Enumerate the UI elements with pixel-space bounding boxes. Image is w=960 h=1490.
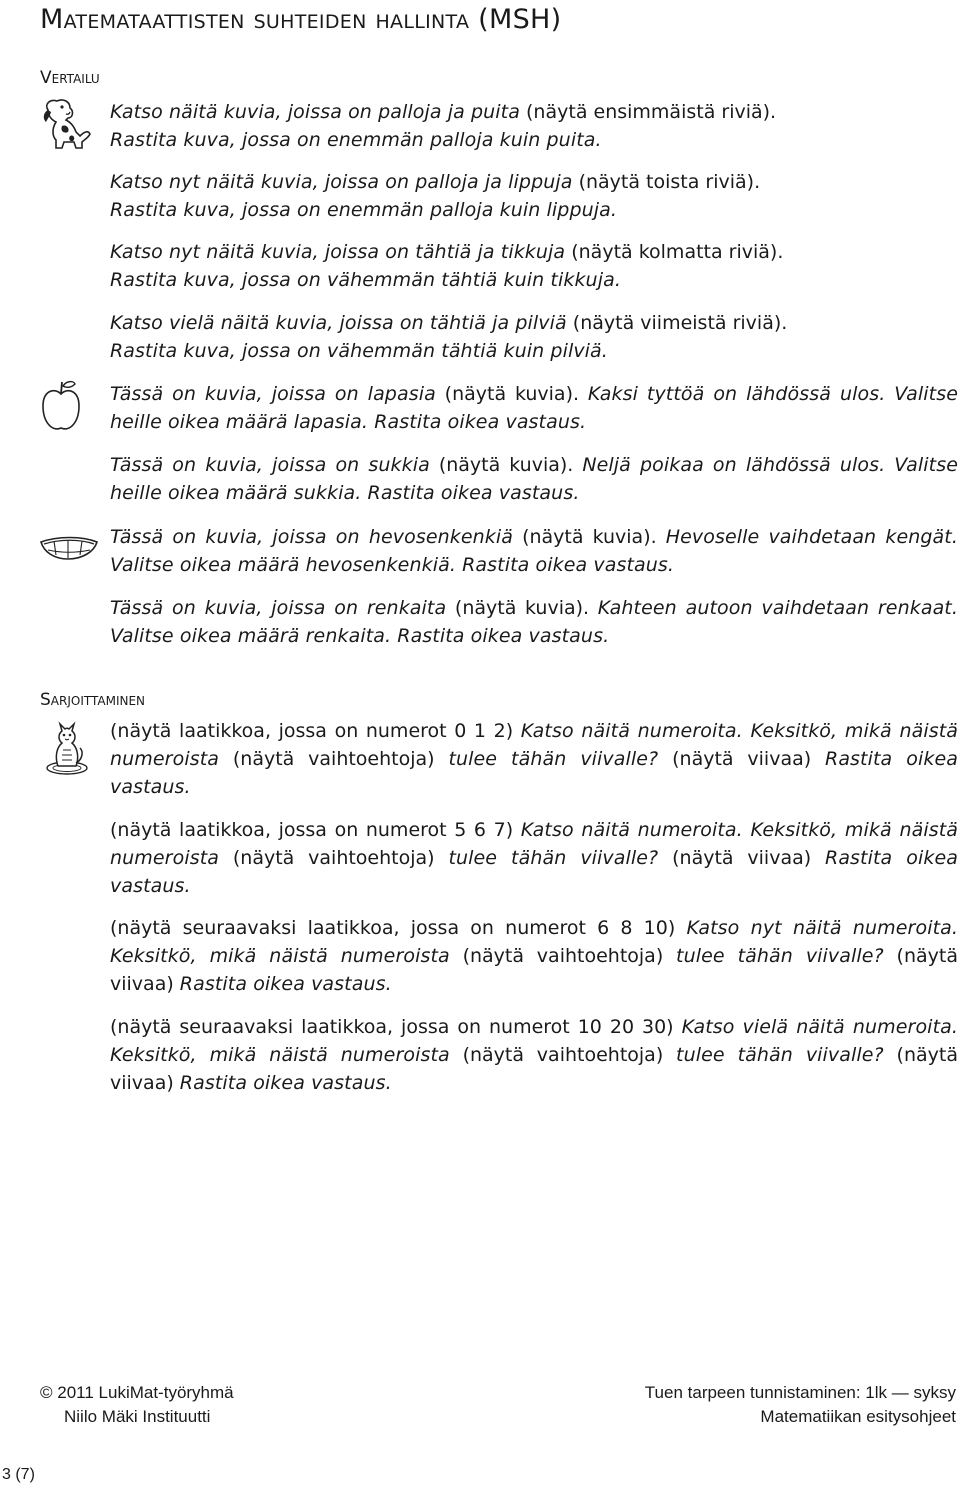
dog-icon: [40, 96, 98, 152]
section-heading-vertailu: Vertailu: [40, 68, 100, 88]
page-number: 3 (7): [2, 1466, 35, 1483]
vertailu-item-6: Tässä on kuvia, joissa on sukkia (näytä kuvia). Neljä poikaa on lähdössä ulos. Valitse heille oikea määrä sukkia. Rastita oikea vastaus.: [110, 454, 959, 504]
sarjoittaminen-item-1: (näytä laatikkoa, jossa on numerot 0 1 2) Katso näitä numeroita. Keksitkö, mikä näistä numeroista (näytä vaihtoehtoja) tulee tähän viivalle? (näytä viivaa) Rastita oikea vastaus.: [110, 720, 959, 798]
boat-icon: [38, 528, 100, 564]
vertailu-item-7: Tässä on kuvia, joissa on hevosenkenkiä (näytä kuvia). Hevoselle vaihdetaan kengät. Valitse oikea määrä hevosenkenkiä. Rastita oikea vastaus.: [110, 526, 958, 576]
vertailu-item-2: Katso nyt näitä kuvia, joissa on palloja ja lippuja (näytä toista riviä). Rastita kuva, jossa on enemmän palloja kuin lippuja.: [110, 171, 761, 221]
sarjoittaminen-item-2: (näytä laatikkoa, jossa on numerot 5 6 7) Katso näitä numeroita. Keksitkö, mikä näistä numeroista (näytä vaihtoehtoja) tulee tähän viivalle? (näytä viivaa) Rastita oikea vastaus.: [110, 819, 959, 897]
vertailu-item-8: Tässä on kuvia, joissa on renkaita (näytä kuvia). Kahteen autoon vaihdetaan renkaat. Valitse oikea määrä renkaita. Rastita oikea vastaus.: [110, 597, 959, 647]
footer-guide: Matematiikan esitysohjeet: [760, 1407, 956, 1426]
footer-series: Tuen tarpeen tunnistaminen: 1lk — syksy: [644, 1383, 956, 1402]
sarjoittaminen-item-4: (näytä seuraavaksi laatikkoa, jossa on numerot 10 20 30) Katso vielä näitä numeroita. Keksitkö, mikä näistä numeroista (näytä vaihtoehtoja) tulee tähän viivalle? (näytä viivaa) Rastita oikea vastaus.: [110, 1016, 958, 1094]
apple-icon: [40, 378, 82, 436]
section-heading-sarjoittaminen: Sarjoittaminen: [40, 690, 146, 710]
vertailu-item-4: Katso vielä näitä kuvia, joissa on tähtiä ja pilviä (näytä viimeistä riviä). Rastita kuva, jossa on vähemmän tähtiä kuin pilviä.: [110, 312, 788, 362]
sarjoittaminen-item-3: (näytä seuraavaksi laatikkoa, jossa on numerot 6 8 10) Katso nyt näitä numeroita. Keksitkö, mikä näistä numeroista (näytä vaihtoehtoja) tulee tähän viivalle? (näytä viivaa) Rastita oikea vastaus.: [110, 917, 958, 995]
footer-copyright: © 2011 LukiMat-työryhmä: [40, 1383, 234, 1402]
vertailu-item-5: Tässä on kuvia, joissa on lapasia (näytä kuvia). Kaksi tyttöä on lähdössä ulos. Valitse heille oikea määrä lapasia. Rastita oikea vastaus.: [110, 383, 958, 433]
vertailu-item-3: Katso nyt näitä kuvia, joissa on tähtiä ja tikkuja (näytä kolmatta riviä). Rastita kuva, jossa on vähemmän tähtiä kuin tikkuja.: [110, 241, 784, 291]
footer-institute: Niilo Mäki Instituutti: [64, 1407, 211, 1426]
page-title: Matemataattisten suhteiden hallinta (MSH): [40, 4, 562, 35]
vertailu-item-1: Katso näitä kuvia, joissa on palloja ja puita (näytä ensimmäistä riviä). Rastita kuva, jossa on enemmän palloja kuin puita.: [110, 101, 777, 151]
cat-icon: [44, 718, 90, 776]
